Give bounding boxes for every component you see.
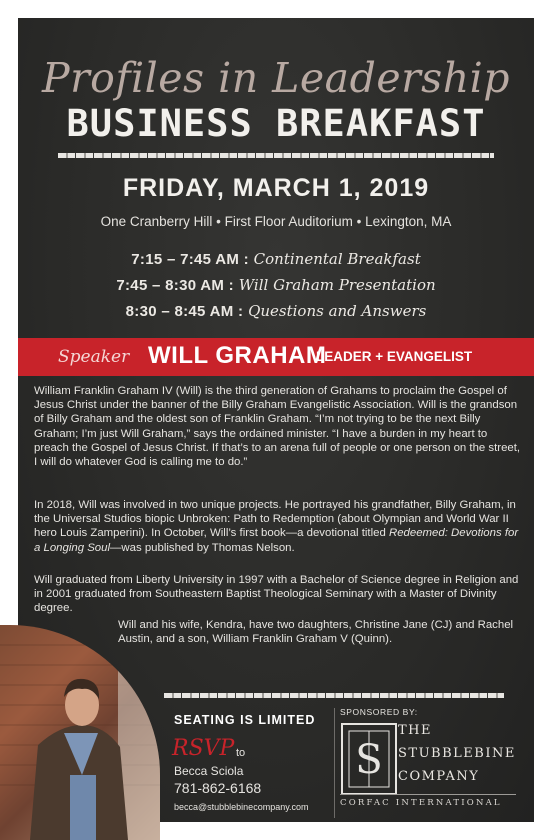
series-title: Profiles in Leadership	[41, 54, 510, 102]
seating-label: SEATING IS LIMITED	[174, 713, 316, 727]
sponsor-name-line-3: COMPANY	[398, 769, 480, 784]
sponsor-subtitle: CORFAC INTERNATIONAL	[340, 798, 502, 808]
schedule-item	[18, 250, 534, 268]
schedule-description: Questions and Answers	[248, 302, 427, 320]
schedule-time: 8:30 – 8:45 AM :	[125, 303, 244, 320]
contact-email: becca@stubblebinecompany.com	[174, 802, 309, 812]
schedule-description: Will Graham Presentation	[238, 276, 436, 294]
chalk-divider-bottom	[164, 693, 504, 698]
bio-paragraph-4: Will and his wife, Kendra, have two daughters, Christine Jane (CJ) and Rachel Austin, and a son, William Franklin Graham V (Quinn).	[118, 619, 514, 646]
sponsor-monogram-logo	[341, 723, 397, 795]
chalk-divider-top	[58, 153, 494, 158]
monogram-icon	[343, 725, 395, 793]
contact-name: Becca Sciola	[174, 764, 244, 778]
monogram-letter: S	[355, 737, 383, 783]
book-title: Redeemed: Devotions for a Longing Soul	[34, 527, 519, 554]
bio-paragraph-1: William Franklin Graham IV (Will) is the third generation of Grahams to proclaim the Gospel of Jesus Christ under the banner of the Billy Graham Evangelistic Association. Will is the grandson of Billy Graham and the oldest son of Franklin Graham. “I’m not trying to be the next Billy Graham; I’m just Will Graham,” says the ordained minister. “I have a burden in my heart to preach the Gospel of Jesus Christ. If that’s to an arena full of people or one person on the street, I will do whatever God is calling me to do.”	[34, 385, 521, 469]
speaker-prefix: Speaker	[58, 347, 130, 367]
event-title: BUSINESS BREAKFAST	[66, 102, 486, 145]
schedule-item	[18, 302, 534, 320]
schedule-item	[18, 276, 534, 294]
sponsor-name-line-2: STUBBLEBINE	[398, 746, 516, 761]
speaker-role: LEADER + EVANGELIST	[316, 349, 473, 364]
bio-paragraph-3: Will graduated from Liberty University in 1997 with a Bachelor of Science degree in Religion and in 2001 graduated from Southeastern Baptist Theological Seminary with a Master of Divinity degree.	[34, 574, 519, 615]
rsvp-to: to	[236, 747, 246, 759]
bio-text: —was published by Thomas Nelson.	[110, 541, 295, 554]
event-date: FRIDAY, MARCH 1, 2019	[122, 174, 430, 202]
sponsor-label: SPONSORED BY:	[340, 707, 418, 717]
schedule-description: Continental Breakfast	[253, 250, 421, 268]
event-location: One Cranberry Hill • First Floor Auditorium • Lexington, MA	[100, 214, 452, 229]
schedule-time: 7:15 – 7:45 AM :	[131, 251, 249, 268]
bio-text: In 2018, Will was involved in two unique projects. He portrayed his grandfather, Billy Graham, in the Universal Studios biopic Unbroken: Path to Redemption (about Olympian and World War II hero Louis Zamperini). In October, Will’s first book—a devotional titled	[34, 499, 516, 540]
speaker-name: WILL GRAHAM	[148, 342, 327, 369]
bio-paragraph-2	[34, 498, 524, 555]
footer-divider	[334, 708, 335, 818]
sponsor-rule	[340, 794, 516, 795]
schedule-time: 7:45 – 8:30 AM :	[116, 277, 234, 294]
contact-phone: 781-862-6168	[174, 780, 262, 796]
rsvp-label: RSVP	[172, 736, 235, 761]
sponsor-name-line-1: THE	[398, 723, 432, 738]
